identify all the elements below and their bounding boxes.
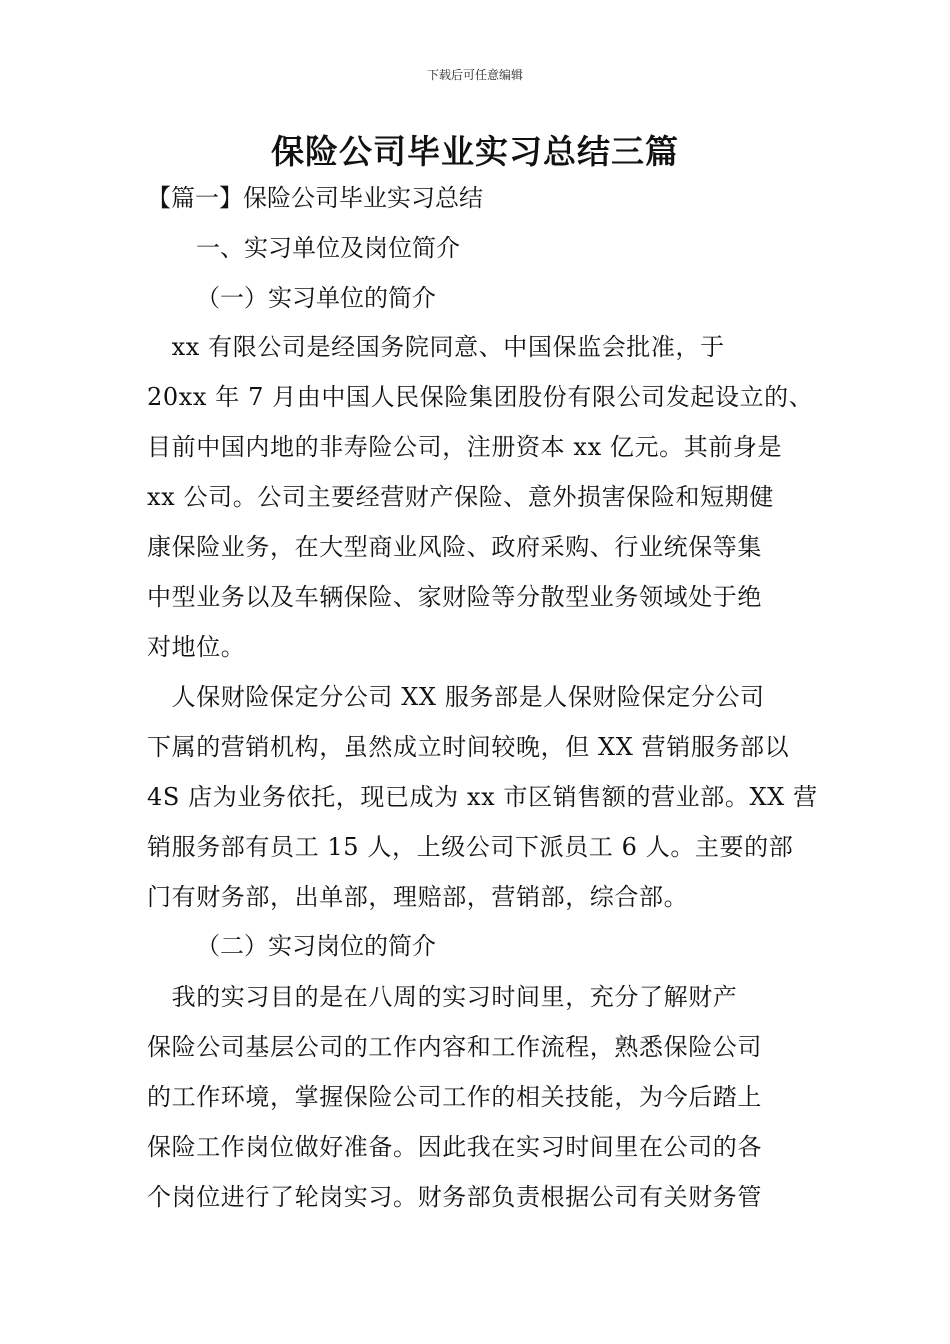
paragraph-company-intro	[147, 322, 827, 672]
paragraph-line: 康保险业务，在大型商业风险、政府采购、行业统保等集	[147, 533, 762, 561]
paragraph-line: 人保财险保定分公司 XX 服务部是人保财险保定分公司	[147, 683, 765, 711]
paragraph-line: 销服务部有员工 15 人，上级公司下派员工 6 人。主要的部	[147, 833, 794, 861]
paragraph-branch-intro	[147, 672, 827, 922]
paragraph-line: 4S 店为业务依托，现已成为 xx 市区销售额的营业部。XX 营	[147, 783, 818, 811]
subheading-position-intro: （二）实习岗位的简介	[196, 932, 436, 960]
document-title: 保险公司毕业实习总结三篇	[271, 132, 679, 171]
paragraph-line: 对地位。	[147, 633, 246, 661]
paragraph-line: 目前中国内地的非寿险公司，注册资本 xx 亿元。其前身是	[147, 433, 783, 461]
paragraph-line: 中型业务以及车辆保险、家财险等分散型业务领域处于绝	[147, 583, 762, 611]
paragraph-line: 20xx 年 7 月由中国人民保险集团股份有限公司发起设立的、	[147, 383, 814, 411]
paragraph-line: 的工作环境，掌握保险公司工作的相关技能，为今后踏上	[147, 1083, 762, 1111]
paragraph-line: 保险公司基层公司的工作内容和工作流程，熟悉保险公司	[147, 1033, 762, 1061]
paragraph-line: 门有财务部，出单部，理赔部，营销部，综合部。	[147, 883, 689, 911]
subheading-unit-intro: （一）实习单位的简介	[196, 284, 436, 312]
paragraph-line: 保险工作岗位做好准备。因此我在实习时间里在公司的各	[147, 1133, 762, 1161]
paragraph-line: xx 有限公司是经国务院同意、中国保监会批准，于	[147, 333, 725, 361]
paragraph-line: 下属的营销机构，虽然成立时间较晚，但 XX 营销服务部以	[147, 733, 790, 761]
paragraph-line: xx 公司。公司主要经营财产保险、意外损害保险和短期健	[147, 483, 774, 511]
paragraph-internship-goal	[147, 972, 827, 1222]
header-note: 下载后可任意编辑	[426, 68, 523, 82]
heading-intro: 一、实习单位及岗位简介	[196, 234, 460, 262]
paragraph-line: 个岗位进行了轮岗实习。财务部负责根据公司有关财务管	[147, 1183, 762, 1211]
paragraph-line: 我的实习目的是在八周的实习时间里，充分了解财产	[147, 983, 738, 1011]
section-heading: 【篇一】保险公司毕业实习总结	[147, 184, 483, 212]
